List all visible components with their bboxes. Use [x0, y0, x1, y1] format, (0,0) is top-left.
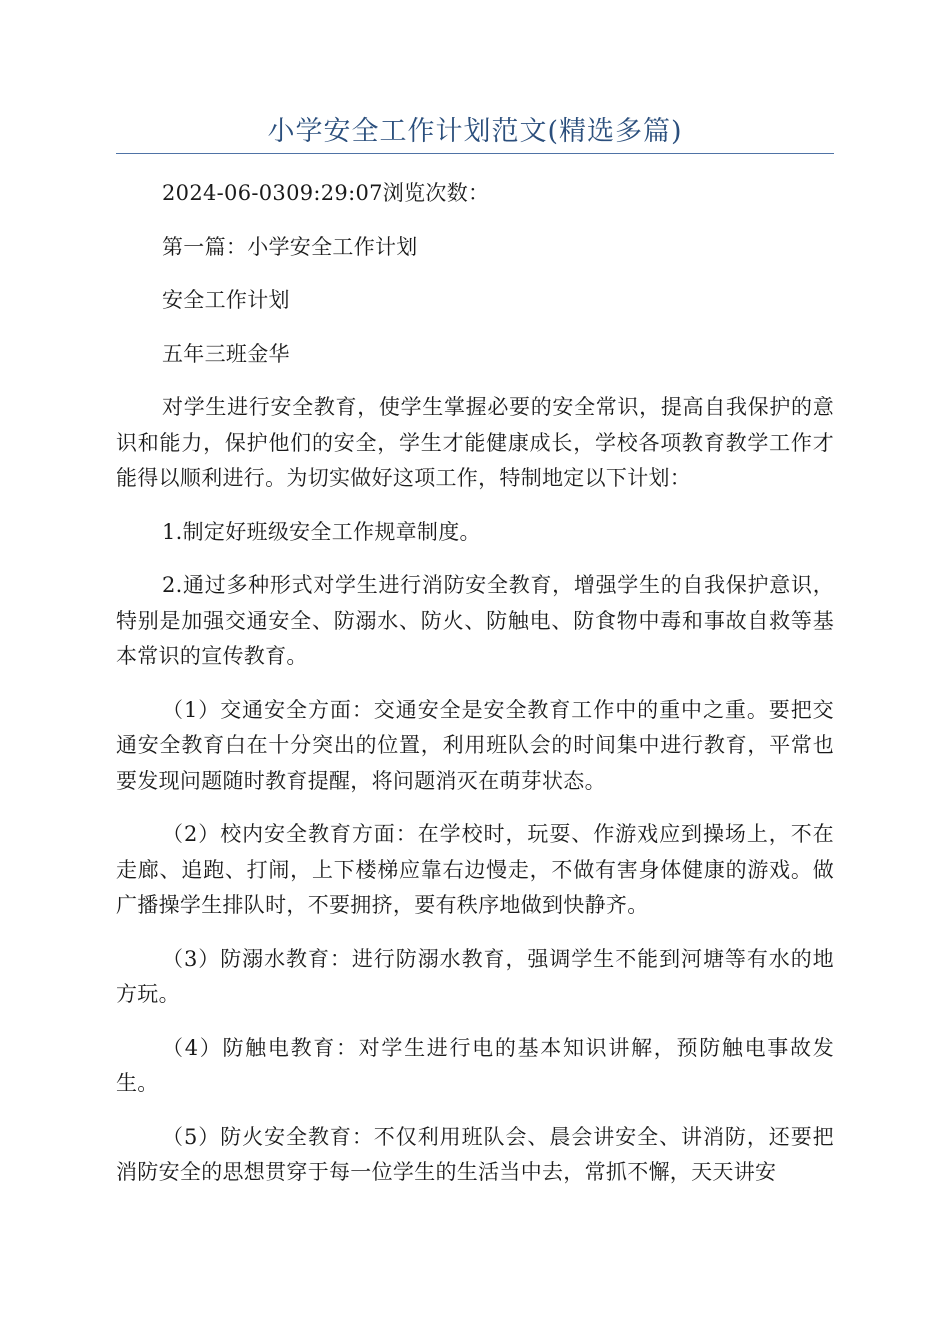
subheading: 安全工作计划: [162, 288, 290, 312]
paragraph: （2）校内安全教育方面：在学校时，玩耍、作游戏应到操场上，不在走廊、追跑、打闹，上下楼梯应靠右边慢走，不做有害身体健康的游戏。做广播操学生排队时，不要拥挤，要有秩序地做到快静齐。: [116, 822, 834, 917]
document-body: [116, 176, 834, 1209]
paragraph: （1）交通安全方面：交通安全是安全教育工作中的重中之重。要把交通安全教育白在十分突出的位置，利用班队会的时间集中进行教育，平常也要发现问题随时教育提醒，将问题消灭在萌芽状态。: [116, 697, 834, 793]
paragraph: （5）防火安全教育：不仅利用班队会、晨会讲安全、讲消防，还要把消防安全的思想贯穿于每一位学生的生活当中去，常抓不懈，天天讲安: [116, 1124, 834, 1184]
paragraph: （3）防溺水教育：进行防溺水教育，强调学生不能到河塘等有水的地方玩。: [116, 946, 834, 1006]
paragraph: （4）防触电教育：对学生进行电的基本知识讲解，预防触电事故发生。: [116, 1035, 834, 1095]
document-title: 小学安全工作计划范文(精选多篇): [267, 116, 683, 147]
title-underline: [116, 153, 834, 154]
paragraph: 对学生进行安全教育，使学生掌握必要的安全常识，提高自我保护的意识和能力，保护他们的安全，学生才能健康成长，学校各项教育教学工作才能得以顺利进行。为切实做好这项工作，特制地定以下计划：: [116, 395, 834, 490]
paragraph: 2.通过多种形式对学生进行消防安全教育，增强学生的自我保护意识，特别是加强交通安全、防溺水、防火、防触电、防食物中毒和事故自救等基本常识的宣传教育。: [116, 573, 834, 668]
paragraph: 1.制定好班级安全工作规章制度。: [162, 519, 481, 544]
author-line: 五年三班金华: [162, 341, 290, 366]
meta-line: 2024-06-0309:29:07浏览次数：: [162, 181, 490, 205]
section-heading: 第一篇：小学安全工作计划: [162, 234, 418, 259]
